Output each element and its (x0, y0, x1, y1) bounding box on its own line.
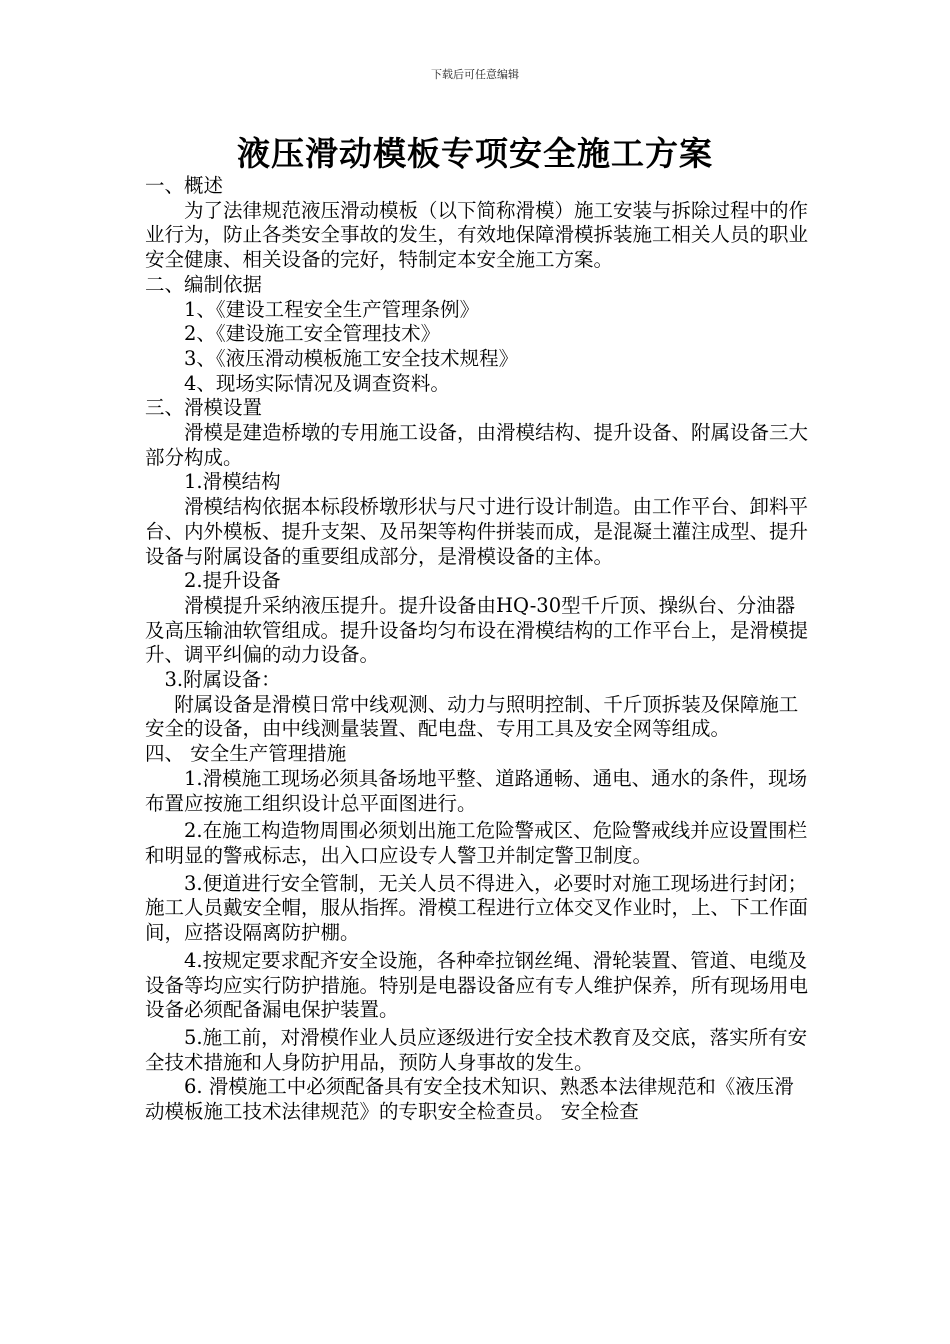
paragraph: 附属设备是滑模日常中线观测、动力与照明控制、千斤顶拆装及保障施工安全的设备，由中线测量装置、配电盘、专用工具及安全网等组成。 (145, 692, 799, 741)
paragraph: 滑模结构依据本标段桥墩形状与尺寸进行设计制造。由工作平台、卸料平台、内外模板、提升支架、及吊架等构件拼装而成，是混凝土灌注成型、提升设备与附属设备的重要组成部分，是滑模设备的主体。 (145, 495, 809, 568)
paragraph: 3.便道进行安全管制，无关人员不得进入，必要时对施工现场进行封闭；施工人员戴安全帽，服从指挥。滑模工程进行立体交叉作业时，上、下工作面间，应搭设隔离防护棚。 (145, 871, 809, 945)
paragraph: 1.滑模施工现场必须具备场地平整、道路通畅、通电、通水的条件，现场布置应按施工组织设计总平面图进行。 (145, 766, 808, 815)
paragraph: 6. 滑模施工中必须配备具有安全技术知识、熟悉本法律规范和《液压滑动模板施工技术法律规范》的专职安全检查员。 安全检查 (145, 1075, 794, 1124)
section-heading: 四、 安全生产管理措施 (145, 742, 347, 766)
paragraph: 5.施工前，对滑模作业人员应逐级进行安全技术教育及交底，落实所有安全技术措施和人身防护用品，预防人身事故的发生。 (145, 1025, 808, 1074)
paragraph: 4.按规定要求配齐安全设施，各种牵拉钢丝绳、滑轮装置、管道、电缆及设备等均应实行防护措施。特别是电器设备应有专人维护保养，所有现场用电设备必须配备漏电保护装置。 (145, 948, 809, 1022)
subsection-heading: 1.滑模结构 (184, 470, 281, 494)
list-item: 2、《建设施工安全管理技术》 (184, 322, 441, 346)
paragraph: 滑模提升采纳液压提升。提升设备由HQ-30型千斤顶、操纵台、分油器及高压输油软管组成。提升设备均匀布设在滑模结构的工作平台上，是滑模提升、调平纠偏的动力设备。 (145, 593, 809, 667)
section-heading: 二、编制依据 (145, 272, 263, 296)
section-heading: 三、滑模设置 (145, 396, 263, 420)
list-item: 4、现场实际情况及调查资料。 (184, 371, 450, 395)
subsection-heading: 3.附属设备： (164, 668, 281, 692)
document-title: 液压滑动模板专项安全施工方案 (237, 134, 713, 173)
paragraph: 2.在施工构造物周围必须划出施工危险警戒区、危险警戒线并应设置围栏和明显的警戒标志，出入口应设专人警卫并制定警卫制度。 (145, 819, 808, 867)
paragraph: 滑模是建造桥墩的专用施工设备，由滑模结构、提升设备、附属设备三大部分构成。 (145, 421, 809, 469)
paragraph: 为了法律规范液压滑动模板（以下简称滑模）施工安装与拆除过程中的作业行为，防止各类安全事故的发生，有效地保障滑模拆装施工相关人员的职业安全健康、相关设备的完好，特制定本安全施工方案。 (145, 198, 809, 272)
section-heading: 一、概述 (145, 174, 224, 197)
subsection-heading: 2.提升设备 (184, 569, 281, 593)
document-body (145, 174, 813, 1125)
page-header: 下载后可任意编辑 (431, 68, 519, 81)
list-item: 1、《建设工程安全生产管理条例》 (184, 297, 480, 321)
list-item: 3、《液压滑动模板施工安全技术规程》 (184, 346, 519, 370)
